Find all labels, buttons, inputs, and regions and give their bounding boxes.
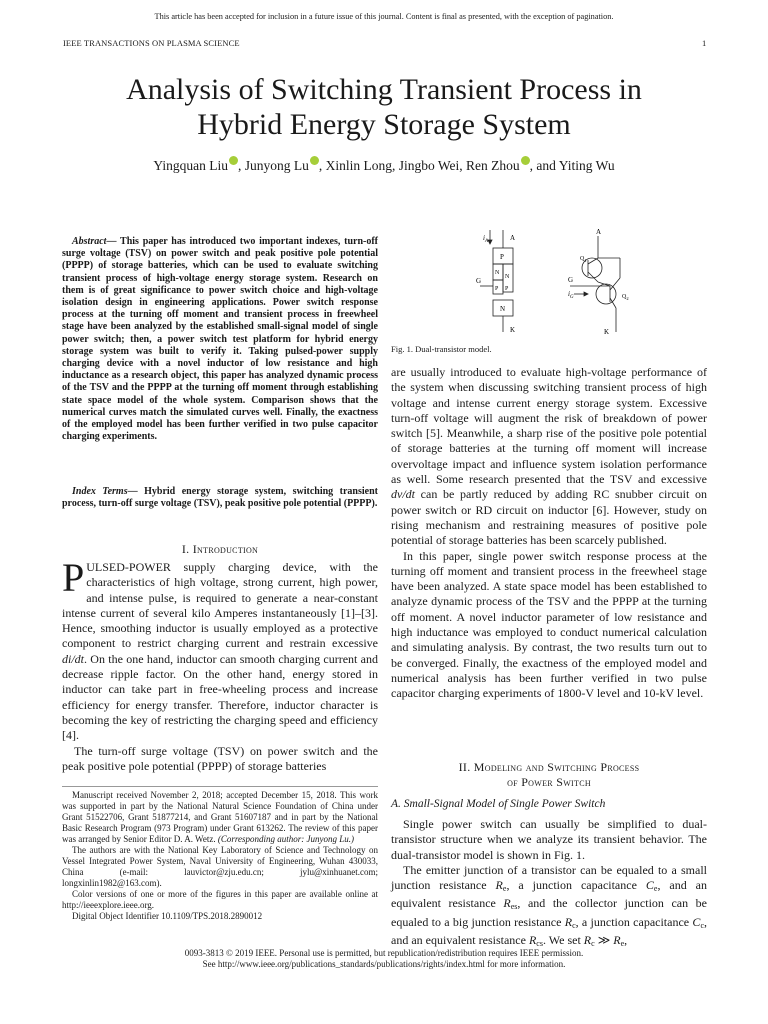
footnote-color: Color versions of one or more of the figures in this paper are available online at http://ieeexplore.ieee.org. <box>62 889 378 910</box>
right-paragraph-2: In this paper, single power switch response process at the turning off moment and transient process in the freewheel stage have been analyzed. A state space model has been established to analyze dynamic process of the TSV and the PPPP at the turning off moment. A novel inductor parameter of low resistance and high inductance was employed to conduct numerical calculation and simulating analysis. By contrast, the two results turn out to be converged. Finally, the exactness of the employed model and numerical analysis has been further verified in two pulse capacitor charging experiments of 1800-V level and 10-kV level. <box>391 548 707 701</box>
var-rc-sub: c <box>572 920 576 930</box>
right-emph: dv/dt <box>391 487 415 502</box>
footnote-funding: Manuscript received November 2, 2018; accepted December 15, 2018. This work was supported in part by the National Natural Science Foundation of China under Grant 51522706, Grant 51877214, and Grant 51607187 and in part by the National Basic Research Program (973 Program) under Grant 613262. The review of this paper was arranged by Senior Editor D. A. Wetz. <box>62 790 378 844</box>
figure-caption: Fig. 1. Dual-transistor model. <box>391 344 492 354</box>
right-column-body <box>391 365 707 702</box>
label-q1: $Q_1$ <box>580 256 587 263</box>
intro-text-a: supply charging device, with the characteristics of high voltage, strong current, high power, and intense pulse, is required to generate a near-constant intense current of several kilo Amperes instantaneously [1]–[3]. Hence, smoothing inductor is usually employed as a protective component to restrict charging current and restrain excessive <box>62 560 378 651</box>
s2-text-a: The emitter junction of a transistor can be equaled to a small junction resistance <box>391 862 707 893</box>
section2-paragraph-1: Single power switch can usually be simplified to dual-transistor structure when we analyze its transient behavior. The dual-transistor model is shown in Fig. 1. <box>391 817 707 862</box>
s2-text-g: . We set <box>542 933 584 948</box>
index-terms <box>62 486 378 510</box>
footnotes <box>62 790 378 922</box>
copyright-notice <box>60 948 708 970</box>
orcid-icon[interactable] <box>310 156 319 165</box>
intro-paragraph-2: The turn-off surge voltage (TSV) on power switch and the peak positive pole potential (PPPP) of storage batteries <box>62 743 378 773</box>
label-q2: $Q_2$ <box>622 294 629 301</box>
var-cc: C <box>692 914 701 929</box>
abstract <box>62 236 378 443</box>
intro-text-b: . On the one hand, inductor can smooth charging current and decrease ripple factor. On the other hand, energy stored in inductor can take part in free-wheeling process and increase efficiency for energy transfer. Therefore, inductor character is becoming the key of restricting the charging speed and efficiency [4]. <box>62 651 378 743</box>
footnote-affiliation: The authors are with the National Key Laboratory of Science and Technology on Vessel Integrated Power System, Naval University of Engineering, Wuhan 430033, China (e-mail: lauvictor@zju.edu.cn; jylu@xinhuanet.com; longxinlin1982@163.com). <box>62 845 378 888</box>
label-ig: $i_G$ <box>568 290 574 300</box>
s2-text-b: , a junction capacitance <box>506 878 646 893</box>
orcid-icon[interactable] <box>521 156 530 165</box>
var-rc2: R <box>583 933 592 948</box>
var-ce: C <box>645 878 654 893</box>
label-gate-left: G <box>476 277 482 285</box>
corresponding-author: (Corresponding author: Junyong Lu.) <box>217 834 354 844</box>
section2-heading-line1: II. Modeling and Switching Process <box>458 760 640 774</box>
much-greater-sign: ≫ <box>594 933 614 948</box>
var-rcs-sub: cs <box>536 939 543 949</box>
label-anode-right: A <box>596 228 602 236</box>
right-text-b: can be partly reduced by adding RC snubber circuit on power switch or RD circuit on inductor [6]. However, study on rising mechanism and restraining measures of positive pole potential of storage batteries has been scarcely published. <box>391 487 707 548</box>
s2-text-c: , and an equivalent resistance <box>391 878 708 911</box>
author-2: , Junyong Lu <box>238 158 309 173</box>
index-terms-text: — Hybrid energy storage system, switching transient process, turn-off surge voltage (TSV), peak positive pole potential (PPPP). <box>62 486 378 510</box>
var-rc2-sub: c <box>591 939 595 949</box>
footnote-received <box>62 790 378 845</box>
label-n-bottom: N <box>500 305 506 313</box>
s2-text-h: , <box>624 933 628 948</box>
label-p-right: P <box>505 286 509 292</box>
subsection-heading: A. Small-Signal Model of Single Power Switch <box>391 798 606 810</box>
right-text-a: are usually introduced to evaluate high-voltage performance of the system when discussing switching transient process of high voltage and intense current energy storage system. Excessive turn-off voltage will augment the risk of breakdown of power switch [5]. Meanwhile, a sharp rise of the positive pole potential of storage batteries at the turning off moment will increase overvoltage impact and influence system isolation performance as well. Some research presented that the TSV and excessive <box>391 365 707 487</box>
var-re: R <box>495 878 503 893</box>
label-cathode-right: K <box>604 328 610 336</box>
section2-paragraph-2 <box>391 863 707 951</box>
var-rc3: R <box>613 933 621 948</box>
abstract-label: Abstract <box>72 236 107 247</box>
var-rc: R <box>564 914 573 929</box>
var-rcs: R <box>528 933 537 948</box>
copyright-line-1: 0093-3813 © 2019 IEEE. Personal use is permitted, but republication/redistribution requires IEEE permission. <box>184 948 584 958</box>
label-anode-left: A <box>510 234 516 242</box>
var-res: R <box>503 896 511 911</box>
author-1: Yingquan Liu <box>153 158 228 173</box>
page-number: 1 <box>702 38 707 48</box>
var-cc-sub: c <box>700 920 704 930</box>
drop-cap: P <box>62 555 85 600</box>
abstract-text: — This paper has introduced two important indexes, turn-off surge voltage (TSV) on power switch and peak positive pole potential (PPPP) of storage batteries, which can be used to evaluate switching transient process of high-voltage energy storage system. Research on them is of great significance to power switch choice and high-voltage isolation design in engineering applications. Power switch response process at the turning off moment and transient process in freewheel stage have been analyzed by the established small-signal model of single power switch; then, a power switch test platform for hybrid energy storage system was built to verify it. Taking pulsed-power supply charging device with a novel inductor of low resistance and high inductance as a research object, this paper has analyzed dynamic process of the TSV and the PPPP at the turning off moment through establishing state space model of the whole system. Comparison shows that the numerical curves match the simulated curves well. Finally, the exactness of the employed model has been further verified in two pulse capacitor charging experiments. <box>62 236 378 443</box>
label-n-right: N <box>505 274 510 280</box>
title-line-1: Analysis of Switching Transient Process in <box>126 73 642 106</box>
s2-text-f: , and an equivalent resistance <box>391 914 707 948</box>
section-heading-introduction: I. Introduction <box>181 542 259 556</box>
label-ia: $i_A$ <box>483 234 489 244</box>
var-re-sub: e <box>502 884 507 894</box>
running-head: IEEE TRANSACTIONS ON PLASMA SCIENCE <box>63 38 240 48</box>
acceptance-notice: This article has been accepted for inclusion in a future issue of this journal. Content is final as presented, with the exception of pagination. <box>154 12 614 21</box>
section2-body <box>391 817 707 951</box>
label-p-top: P <box>500 253 504 261</box>
label-p-left: P <box>495 286 499 292</box>
var-res-sub: es <box>510 902 518 912</box>
right-paragraph-1 <box>391 365 707 549</box>
footnote-divider <box>62 786 378 787</box>
label-cathode-left: K <box>510 326 516 334</box>
author-4: , and Yiting Wu <box>529 158 615 173</box>
figure-dual-transistor <box>470 228 640 340</box>
copyright-line-2[interactable]: See http://www.ieee.org/publications_standards/publications/rights/index.html for more information. <box>202 959 566 969</box>
introduction-body <box>62 555 378 774</box>
author-list <box>60 156 708 174</box>
orcid-icon[interactable] <box>229 156 238 165</box>
author-3: , Xinlin Long, Jingbo Wei, Ren Zhou <box>318 158 520 173</box>
label-n-left: N <box>495 270 500 276</box>
label-gate-right: G <box>568 276 574 284</box>
section-heading-modeling <box>391 760 707 790</box>
footnote-doi: Digital Object Identifier 10.1109/TPS.2018.2890012 <box>72 911 263 921</box>
paper-title <box>60 72 708 142</box>
intro-paragraph-1 <box>62 555 378 744</box>
s2-text-d: , and the collector junction can be equaled to a big junction resistance <box>391 896 707 929</box>
var-rc3-sub: e <box>620 939 625 949</box>
section2-heading-line2: of Power Switch <box>507 775 591 789</box>
index-terms-label: Index Terms <box>72 486 128 497</box>
s2-text-e: , a junction capacitance <box>575 914 693 929</box>
title-line-2: Hybrid Energy Storage System <box>197 108 571 141</box>
var-ce-sub: e <box>653 884 658 894</box>
intro-emph: di/dt <box>62 651 85 666</box>
intro-lead: ULSED-POWER <box>86 560 171 574</box>
